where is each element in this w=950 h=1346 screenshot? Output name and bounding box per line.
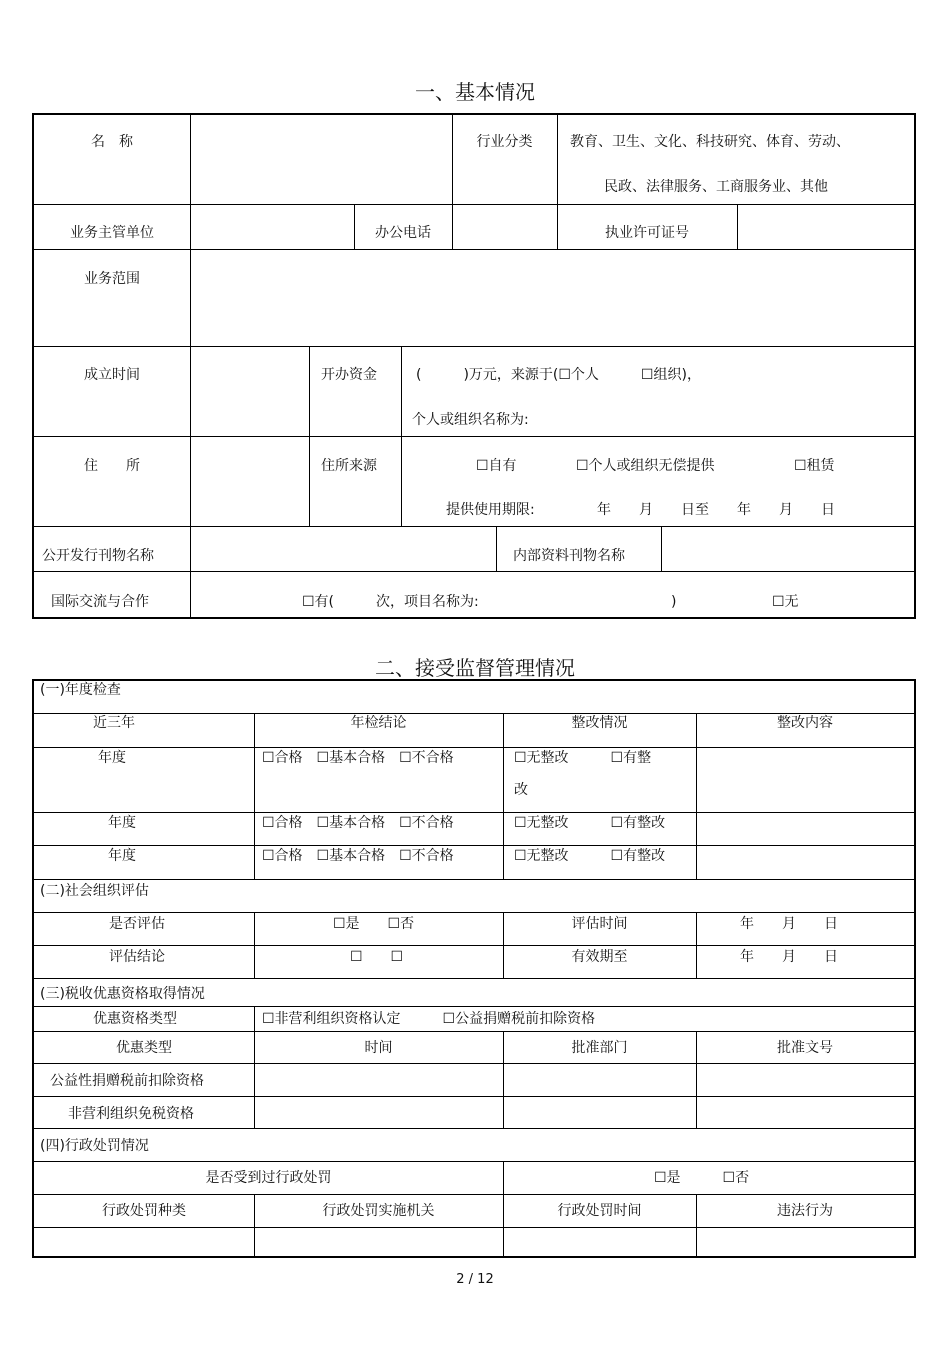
section2-title: 二、接受监督管理情况 (375, 656, 575, 680)
residence-label: 住 所 (84, 458, 140, 474)
col-divider (503, 1161, 504, 1195)
industry-label: 行业分类 (476, 134, 533, 150)
row-divider (32, 1096, 916, 1097)
tax-row-label: 非营利组织免税资格 (68, 1106, 194, 1122)
annual-header-rect-content: 整改内容 (777, 715, 833, 731)
period-dates: 年 月 日至 年 月 日 (597, 502, 835, 518)
col-divider (696, 912, 697, 979)
row-divider (32, 713, 916, 714)
conclusion-options: ☐合格 ☐基本合格 ☐不合格 (262, 815, 454, 831)
row-divider (32, 812, 916, 813)
evaluation-result-label: 评估结论 (109, 949, 165, 965)
penalty-header-time: 行政处罚时间 (557, 1203, 642, 1219)
col-divider (254, 912, 255, 979)
intl-yes-checkbox: ☐有( 次，项目名称为: (302, 594, 479, 610)
intl-close-paren: ) (671, 594, 677, 610)
lease-checkbox: ☐租赁 (794, 458, 835, 474)
phone-label: 办公电话 (375, 225, 431, 241)
valid-until-date: 年 月 日 (740, 949, 838, 965)
col-divider (503, 713, 504, 880)
penalty-header-violation: 违法行为 (777, 1203, 833, 1219)
evaluation-result-boxes: ☐ ☐ (350, 949, 404, 965)
col-divider (661, 526, 662, 572)
evaluation-time-label: 评估时间 (571, 916, 628, 932)
penalty-question: 是否受到过行政处罚 (205, 1170, 332, 1186)
tax-header-doc-no: 批准文号 (777, 1040, 833, 1056)
penalty-header-authority: 行政处罚实施机关 (322, 1203, 435, 1219)
rectification-options: ☐无整改 ☐有整改 (514, 848, 666, 864)
page-number: 2 / 12 (456, 1272, 494, 1287)
annual-inspection-title: (一)年度检查 (40, 682, 121, 698)
industry-options-line2: 民政、法律服务、工商服务业、其他 (604, 179, 828, 195)
row-divider (32, 978, 916, 979)
supervisor-label: 业务主管单位 (70, 225, 154, 241)
tax-type-label: 优惠资格类型 (93, 1011, 177, 1027)
tax-header-dept: 批准部门 (571, 1040, 628, 1056)
valid-until-label: 有效期至 (571, 949, 628, 965)
tax-type-options: ☐非营利组织资格认定 ☐公益捐赠税前扣除资格 (262, 1011, 596, 1027)
col-divider (309, 346, 310, 527)
tax-header-time: 时间 (364, 1040, 393, 1056)
col-divider (254, 713, 255, 880)
row-divider (32, 346, 916, 347)
public-publication-label: 公开发行刊物名称 (42, 548, 154, 564)
industry-options-line1: 教育、卫生、文化、科技研究、体育、劳动、 (570, 134, 850, 150)
row-divider (32, 1194, 916, 1195)
free-checkbox: ☐个人或组织无偿提供 (576, 458, 715, 474)
founded-label: 成立时间 (84, 367, 140, 383)
row-divider (32, 1006, 916, 1007)
rectification-options: ☐无整改 ☐有整改 (514, 815, 666, 831)
penalty-title: (四)行政处罚情况 (40, 1138, 149, 1154)
name-label: 名 称 (91, 134, 133, 150)
row-divider (32, 1031, 916, 1032)
evaluation-date: 年 月 日 (740, 916, 838, 932)
row-divider (32, 845, 916, 846)
row-divider (32, 249, 916, 250)
license-label: 执业许可证号 (605, 225, 689, 241)
row-divider (32, 526, 916, 527)
capital-label: 开办资金 (321, 367, 377, 383)
residence-source-label: 住所来源 (321, 458, 377, 474)
row-divider (32, 571, 916, 572)
rectification-options: ☐无整改 ☐有整 (514, 750, 652, 766)
row-divider (32, 912, 916, 913)
tax-row-label: 公益性捐赠税前扣除资格 (50, 1073, 204, 1089)
scope-label: 业务范围 (84, 271, 140, 287)
col-divider (254, 1006, 255, 1032)
conclusion-options: ☐合格 ☐基本合格 ☐不合格 (262, 848, 454, 864)
row-divider (32, 204, 916, 205)
conclusion-options: ☐合格 ☐基本合格 ☐不合格 (262, 750, 454, 766)
annual-header-years: 近三年 (93, 715, 135, 731)
intl-label: 国际交流与合作 (51, 594, 149, 610)
penalty-header-type: 行政处罚种类 (102, 1203, 186, 1219)
year-label: 年度 (108, 815, 136, 831)
col-divider (190, 113, 191, 619)
capital-owner-name: 个人或组织名称为: (412, 412, 529, 428)
annual-header-rectification: 整改情况 (571, 715, 628, 731)
rectification-options-wrap: 改 (514, 782, 528, 798)
tax-title: (三)税收优惠资格取得情况 (40, 986, 205, 1002)
row-divider (32, 747, 916, 748)
row-divider (32, 879, 916, 880)
row-divider (32, 1161, 916, 1162)
year-label: 年度 (98, 750, 126, 766)
row-divider (32, 1227, 916, 1228)
capital-source: ( )万元，来源于(☐个人 ☐组织)， (416, 367, 701, 383)
period-label: 提供使用期限: (446, 502, 535, 518)
penalty-yes-no: ☐是 ☐否 (654, 1170, 750, 1186)
annual-header-conclusion: 年检结论 (350, 715, 407, 731)
row-divider (32, 945, 916, 946)
col-divider (696, 713, 697, 880)
col-divider (401, 346, 402, 527)
evaluated-question: 是否评估 (109, 916, 165, 932)
evaluation-title: (二)社会组织评估 (40, 883, 149, 899)
tax-header-type: 优惠类型 (116, 1040, 172, 1056)
year-label: 年度 (108, 848, 136, 864)
own-checkbox: ☐自有 (476, 458, 517, 474)
row-divider (32, 1128, 916, 1129)
intl-no-checkbox: ☐无 (772, 594, 799, 610)
section1-title: 一、基本情况 (415, 80, 535, 104)
col-divider (496, 526, 497, 572)
evaluated-yes-no: ☐是 ☐否 (333, 916, 415, 932)
col-divider (737, 204, 738, 250)
row-divider (32, 1063, 916, 1064)
internal-publication-label: 内部资料刊物名称 (513, 548, 625, 564)
row-divider (32, 436, 916, 437)
